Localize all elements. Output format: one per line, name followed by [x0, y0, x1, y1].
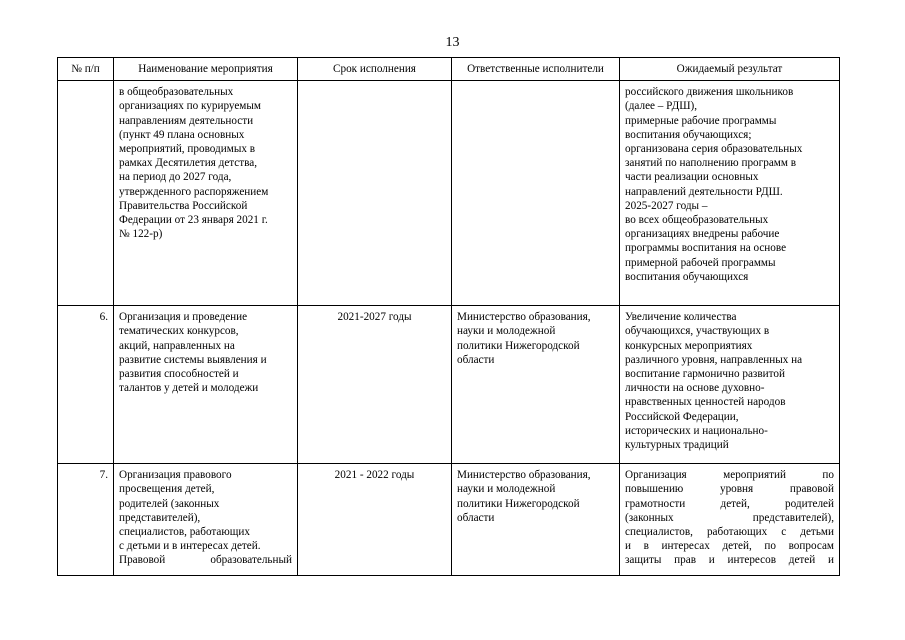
text-line: исторических и национально- — [625, 424, 768, 437]
text-line: различного уровня, направленных на — [625, 353, 803, 366]
text-line: воспитания обучающихся; — [625, 128, 752, 141]
text-line: утвержденного распоряжением — [119, 185, 269, 198]
text-line: (законных представителей), — [625, 511, 834, 524]
deadline-cell: 2021 - 2022 годы — [298, 464, 452, 576]
text-line: примерные рабочие программы — [625, 114, 777, 127]
text-line: Организация мероприятий по — [625, 469, 834, 482]
text-line: № 122-р) — [119, 228, 163, 241]
table-row — [58, 81, 840, 306]
header-event-name: Наименование мероприятия — [114, 58, 298, 81]
expected-result-cell — [620, 306, 840, 464]
text-line: политики Нижегородской — [457, 339, 580, 352]
text-line: представителей), — [119, 511, 201, 524]
expected-result-cell — [620, 464, 840, 576]
text-line: в общеобразовательных — [119, 86, 234, 99]
text-line: воспитания обучающихся — [625, 270, 749, 283]
text-line: области — [457, 511, 495, 524]
text-line: организациях по курируемым — [119, 100, 261, 113]
event-name-cell — [114, 81, 298, 306]
text-line: специалистов, работающих — [119, 526, 250, 539]
deadline-cell: 2021-2027 годы — [298, 306, 452, 464]
text-line: части реализации основных — [625, 171, 759, 184]
text-line: области — [457, 353, 495, 366]
text-line: личности на основе духовно- — [625, 382, 765, 395]
text-line: организациях внедрены рабочие — [625, 228, 780, 241]
text-line: с детьми и в интересах детей. — [119, 540, 261, 553]
text-line: на период до 2027 года, — [119, 171, 232, 184]
text-line: рамках Десятилетия детства, — [119, 157, 258, 170]
text-line: развития способностей и — [119, 368, 239, 381]
text-line: акций, направленных на — [119, 339, 235, 352]
text-line: воспитание гармонично развитой — [625, 368, 785, 381]
text-line: повышению уровня правовой — [625, 483, 834, 496]
text-line: защиты прав и интересов детей и — [625, 554, 834, 567]
table-header-row — [58, 58, 840, 81]
text-line: Увеличение количества — [625, 311, 737, 324]
page-number: 13 — [445, 35, 460, 50]
header-deadline: Срок исполнения — [298, 58, 452, 81]
executors-cell — [452, 81, 620, 306]
event-name-cell — [114, 306, 298, 464]
text-line: примерной рабочей программы — [625, 256, 776, 269]
deadline-cell — [298, 81, 452, 306]
text-line: конкурсных мероприятиях — [625, 339, 753, 352]
text-line: (далее – РДШ), — [625, 100, 698, 113]
text-line: Организация и проведение — [119, 311, 248, 324]
text-line: направлениям деятельности — [119, 114, 254, 127]
table-row — [58, 306, 840, 464]
events-table — [57, 57, 840, 576]
text-line: родителей (законных — [119, 497, 220, 510]
text-line: 2025-2027 годы – — [625, 199, 708, 212]
text-line: Министерство образования, — [457, 311, 591, 324]
row-number — [58, 81, 114, 306]
text-line: талантов у детей и молодежи — [119, 382, 259, 395]
text-line: Организация правового — [119, 469, 232, 482]
text-line: нравственных ценностей народов — [625, 396, 786, 409]
text-line: Федерации от 23 января 2021 г. — [119, 214, 268, 227]
text-line: развитие системы выявления и — [119, 353, 267, 366]
row-number: 6. — [58, 306, 114, 464]
text-line: направлений деятельности РДШ. — [625, 185, 783, 198]
text-line: науки и молодежной — [457, 325, 556, 338]
text-line: науки и молодежной — [457, 483, 556, 496]
event-name-cell — [114, 464, 298, 576]
text-line: программы воспитания на основе — [625, 242, 787, 255]
header-number: № п/п — [58, 58, 114, 81]
text-line: Правовой образовательный — [119, 554, 292, 567]
text-line: просвещения детей, — [119, 483, 215, 496]
text-line: культурных традиций — [625, 439, 729, 452]
text-line: мероприятий, проводимых в — [119, 143, 256, 156]
text-line: занятий по наполнению программ в — [625, 157, 797, 170]
header-expected-result: Ожидаемый результат — [620, 58, 840, 81]
text-line: обучающихся, участвующих в — [625, 325, 770, 338]
text-line: грамотности детей, родителей — [625, 497, 834, 510]
text-line: политики Нижегородской — [457, 497, 580, 510]
text-line: Правительства Российской — [119, 199, 248, 212]
executors-cell — [452, 306, 620, 464]
executors-cell — [452, 464, 620, 576]
text-line: Российской Федерации, — [625, 410, 739, 423]
text-line: специалистов, работающих с детьми — [625, 526, 834, 539]
text-line: российского движения школьников — [625, 86, 794, 99]
text-line: тематических конкурсов, — [119, 325, 239, 338]
header-executors: Ответственные исполнители — [452, 58, 620, 81]
expected-result-cell — [620, 81, 840, 306]
text-line: во всех общеобразовательных — [625, 214, 769, 227]
row-number: 7. — [58, 464, 114, 576]
text-line: организована серия образовательных — [625, 143, 803, 156]
text-line: (пункт 49 плана основных — [119, 128, 245, 141]
text-line: и в интересах детей, по вопросам — [625, 540, 834, 553]
text-line: Министерство образования, — [457, 469, 591, 482]
table-row — [58, 464, 840, 576]
